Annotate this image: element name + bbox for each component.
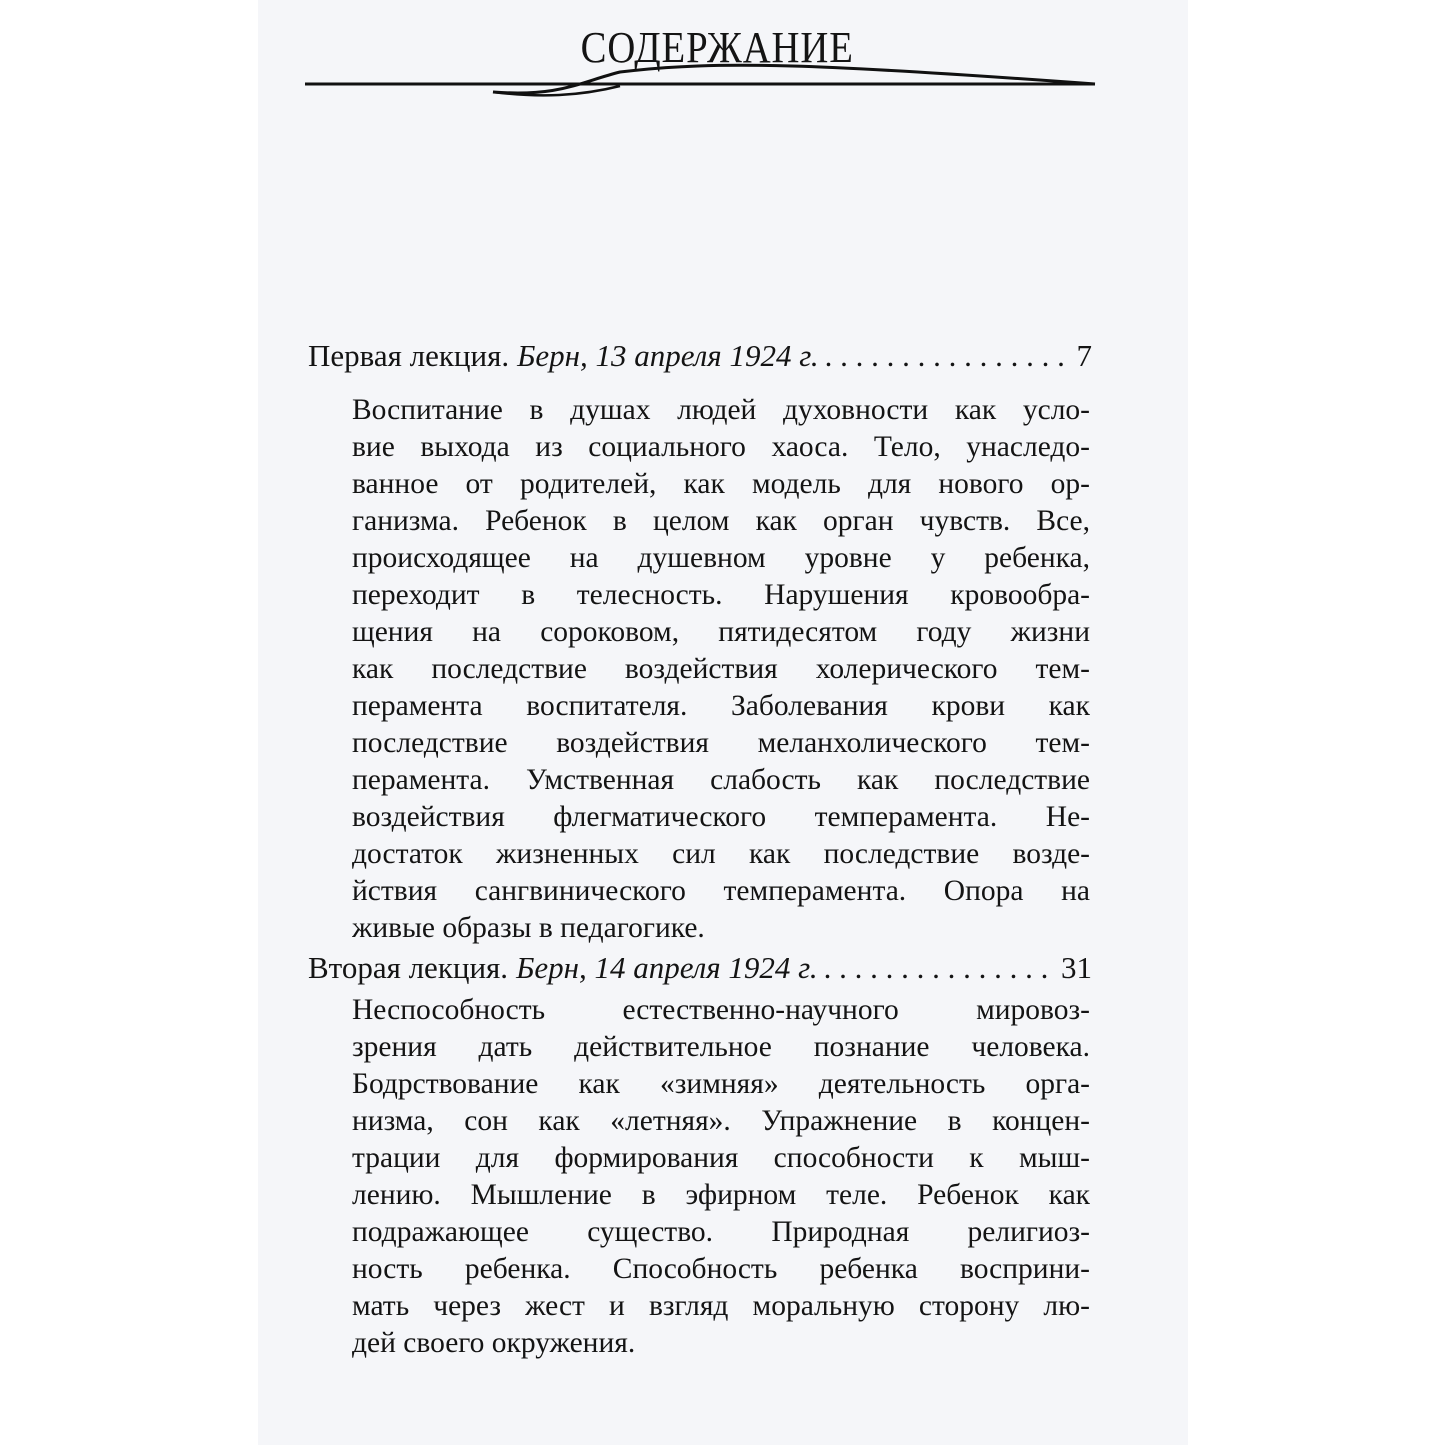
summary-line: ность ребенка. Способность ребенка восприни- [352,1253,1090,1285]
summary-line: достаток жизненных сил как последствие возде- [352,838,1090,870]
summary-line: как последствие воздействия холерического тем- [352,653,1090,685]
summary-line: воздействия флегматического темперамента. Не- [352,801,1090,833]
summary-line: дей своего окружения. [352,1327,636,1359]
entry-page-number: 31 [1061,950,1092,985]
summary-line: подражающее существо. Природная религиоз- [352,1216,1090,1248]
entry-1-summary [352,392,1090,947]
summary-line: мать через жест и взгляд моральную сторону лю- [352,1290,1090,1322]
decorative-swash-rule [300,62,1100,102]
summary-line: вие выхода из социального хаоса. Тело, унаследо- [352,431,1090,463]
summary-line: живые образы в педагогике. [352,912,705,944]
summary-line: Воспитание в душах людей духовности как усло- [352,394,1090,426]
entry-2-summary [352,992,1090,1362]
summary-line: щения на сороковом, пятидесятом году жизни [352,616,1090,648]
summary-line: последствие воздействия меланхолического тем- [352,727,1090,759]
entry-page-number: 7 [1076,338,1092,373]
summary-line: перамента воспитателя. Заболевания крови как [352,690,1090,722]
summary-line: низма, сон как «летняя». Упражнение в концен- [352,1105,1090,1137]
summary-line: Бодрствование как «зимняя» деятельность орга- [352,1068,1090,1100]
summary-line: происходящее на душевном уровне у ребенка, [352,542,1090,574]
leader-dots [824,950,1055,986]
entry-heading: Вторая лекция. [308,950,509,985]
toc-entry-1[interactable] [308,338,1092,374]
entry-place-date: Берн, 13 апреля 1924 г. [517,338,819,373]
summary-line: йствия сангвинического темперамента. Опора на [352,875,1090,907]
entry-place-date: Берн, 14 апреля 1924 г. [516,950,818,985]
summary-line: зрения дать действительное познание человека. [352,1031,1090,1063]
entry-heading: Первая лекция. [308,338,510,373]
toc-entry-2[interactable] [308,950,1092,986]
summary-line: ванное от родителей, как модель для нового ор- [352,468,1090,500]
summary-line: ганизма. Ребенок в целом как орган чувств. Все, [352,505,1090,537]
summary-line: лению. Мышление в эфирном теле. Ребенок как [352,1179,1090,1211]
leader-dots [825,338,1071,374]
summary-line: перамента. Умственная слабость как последствие [352,764,1090,796]
summary-line: переходит в телесность. Нарушения кровообра- [352,579,1090,611]
summary-line: трации для формирования способности к мыш- [352,1142,1090,1174]
title-text: СОДЕРЖАНИЕ [580,23,855,72]
summary-line: Неспособность естественно-научного мировоз- [352,994,1090,1026]
